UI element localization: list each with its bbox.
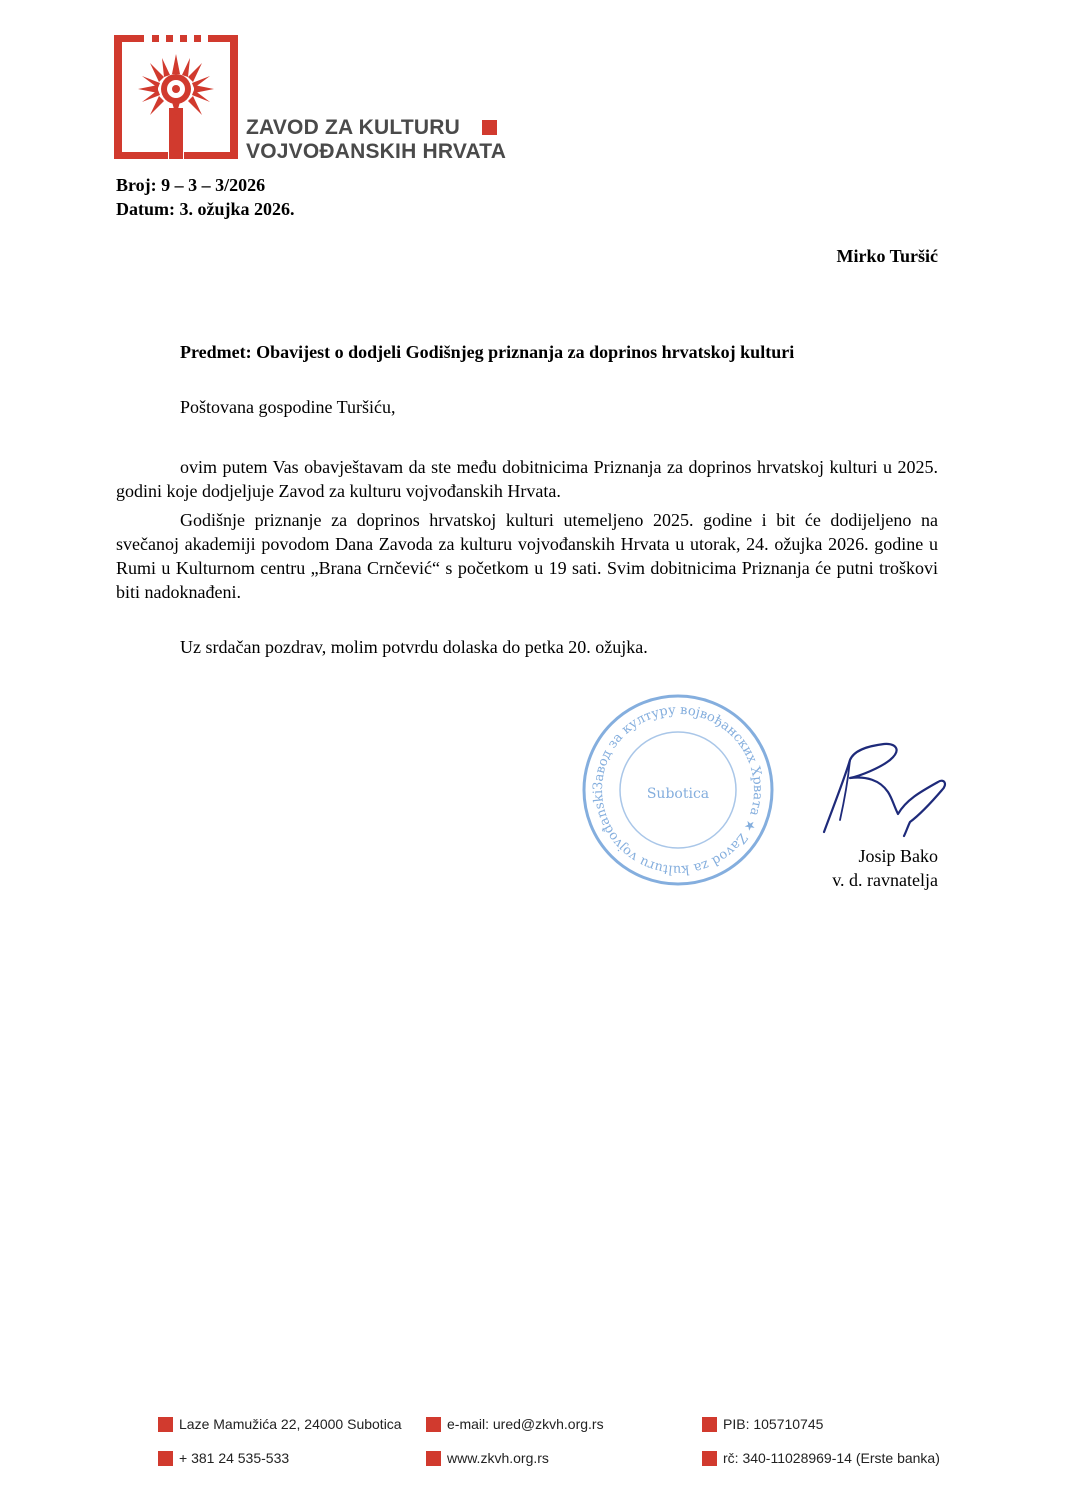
website-text: www.zkvh.org.rs [447,1450,549,1466]
footer-email [426,1416,604,1432]
footer-website [426,1450,549,1466]
signer-title: v. d. ravnatelja [832,870,938,890]
stamp-ring-text: Завод за културу војвођанских Хрвата ★ Zavod za kulturu vojvođanski [590,702,766,878]
pib-text: PIB: 105710745 [723,1416,824,1432]
signature-icon [810,740,960,840]
stamp-center-text: Subotica [646,786,710,802]
footer-address [158,1416,402,1432]
reference-number: Broj: 9 – 3 – 3/2026 [116,175,266,195]
bullet-square-icon [158,1417,173,1432]
handwritten-signature [810,740,960,840]
body-paragraph: ovim putem Vas obavještavam da ste među dobitnicima Priznanja za doprinos hrvatskoj kulturi u 2025. godini koje dodjeljuje Zavod za kulturu vojvođanskih Hrvata. [116,457,938,501]
organization-name-line2: VOJVOĐANSKIH HRVATA [246,140,507,163]
email-text: e-mail: ured@zkvh.org.rs [447,1416,604,1432]
document-date: Datum: 3. ožujka 2026. [116,199,295,219]
footer-pib [702,1416,823,1432]
bullet-square-icon [702,1417,717,1432]
closing-line: Uz srdačan pozdrav, molim potvrdu dolaska do petka 20. ožujka. [180,637,648,657]
bullet-square-icon [426,1417,441,1432]
sun-gate-logo-icon [114,32,244,164]
stamp-seal-icon [568,690,788,890]
salutation: Poštovana gospodine Turšiću, [180,397,396,417]
address-text: Laze Mamužića 22, 24000 Subotica [179,1416,402,1432]
bullet-square-icon [426,1451,441,1466]
brand-square-icon [482,120,497,135]
footer-account [702,1450,940,1466]
signer-name: Josip Bako [858,846,938,866]
bullet-square-icon [702,1451,717,1466]
phone-text: + 381 24 535-533 [179,1450,290,1466]
letter-subject: Predmet: Obavijest o dodjeli Godišnjeg priznanja za doprinos hrvatskoj kulturi [180,342,795,362]
bullet-square-icon [158,1451,173,1466]
official-stamp [568,690,788,890]
body-paragraph: Godišnje priznanje za doprinos hrvatskoj kulturi utemeljeno 2025. godine i bit će dodijeljeno na svečanoj akademiji povodom Dana Zavoda za kulturu vojvođanskih Hrvata u utorak, 24. ožujka 2026. godine u Rumi u Kulturnom centru „Brana Crnčević“ s početkom u 19 sati. Svim dobitnicima Priznanja će putni troškovi biti nadoknađeni. [116,510,938,602]
recipient-name: Mirko Turšić [836,246,938,266]
organization-logo [114,32,514,164]
account-text: rč: 340-11028969-14 (Erste banka) [723,1450,940,1466]
footer-phone [158,1450,289,1466]
organization-name-line1: ZAVOD ZA KULTURU [246,116,460,139]
